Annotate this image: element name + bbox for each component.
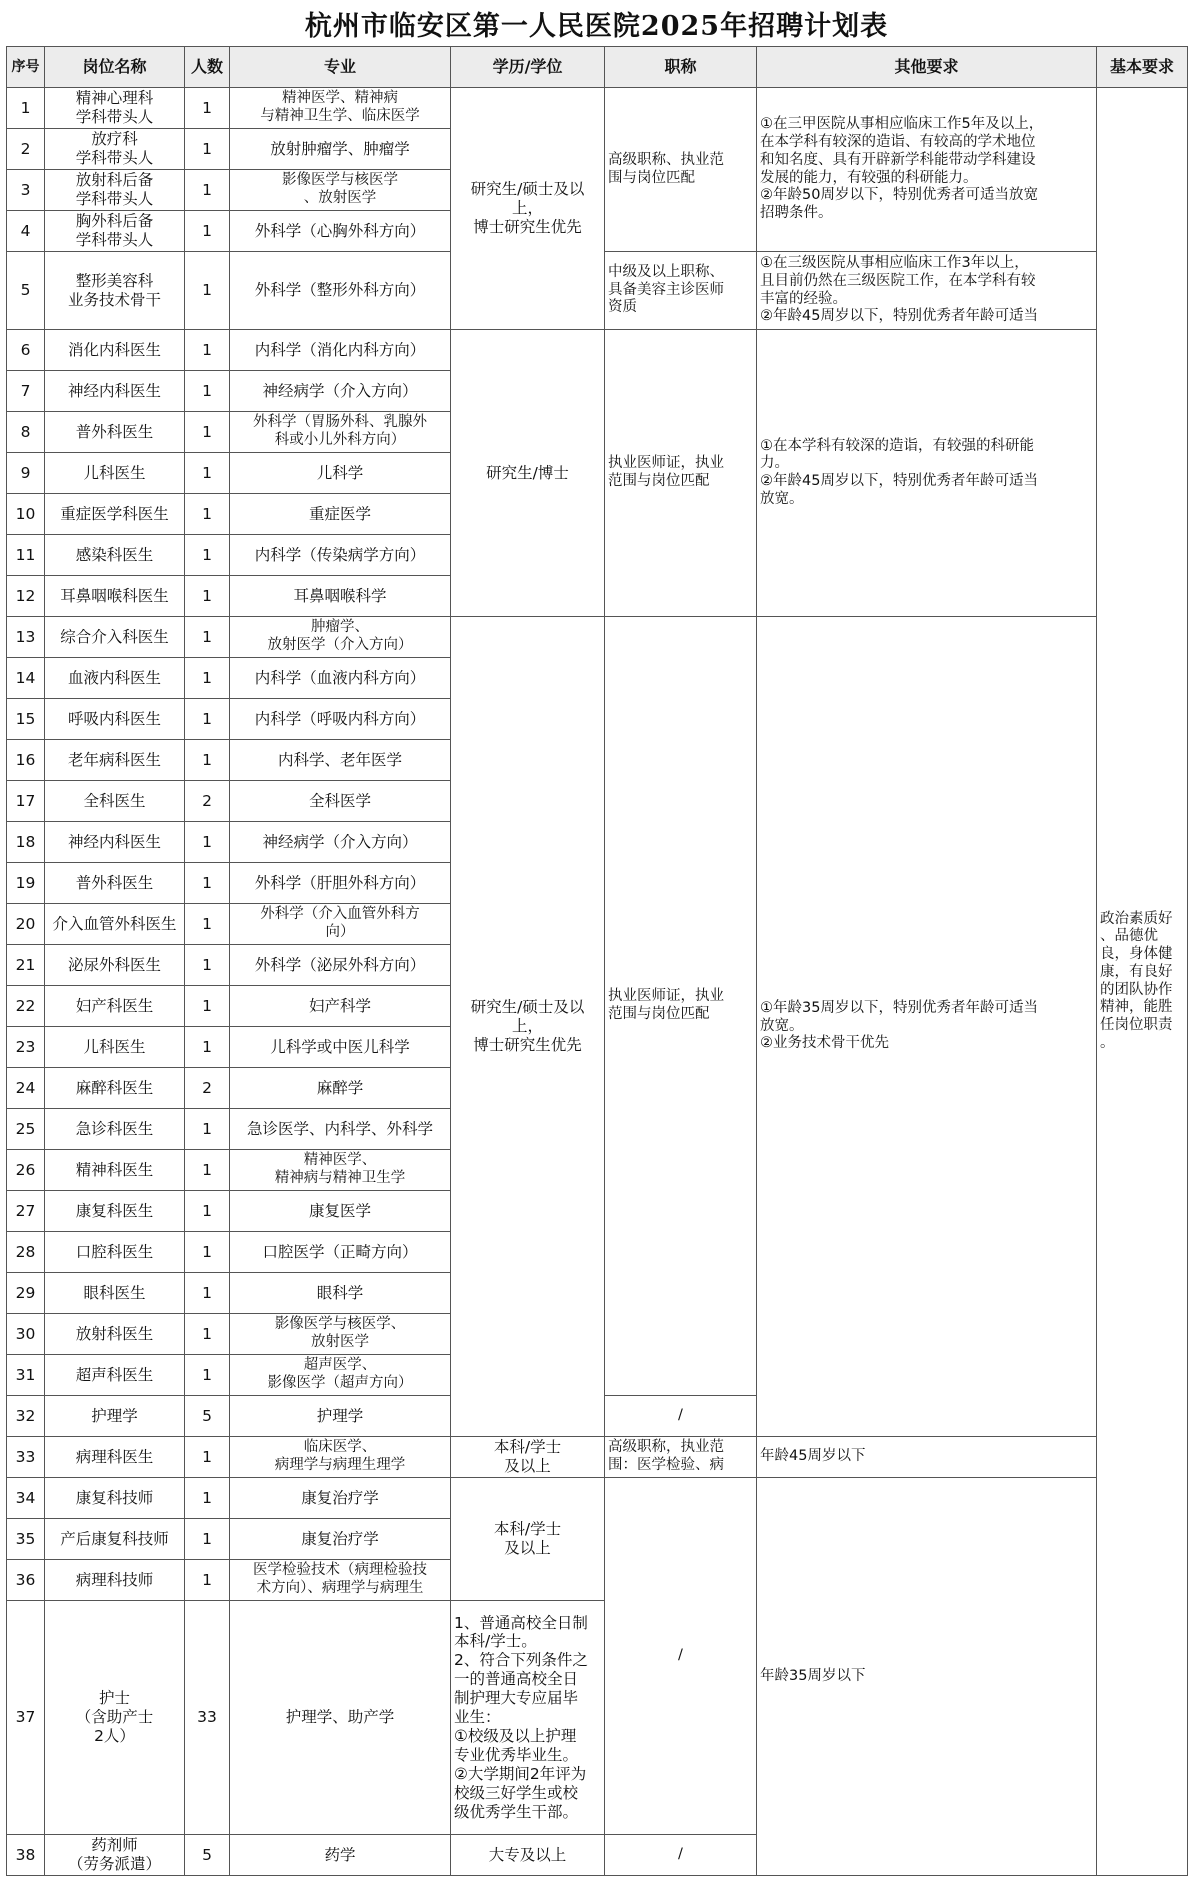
table-row bbox=[7, 88, 1188, 129]
row-no: 7 bbox=[7, 371, 45, 412]
row-no: 6 bbox=[7, 330, 45, 371]
header-education: 学历/学位 bbox=[451, 47, 605, 88]
row-count: 1 bbox=[185, 1437, 230, 1478]
row-major: 肿瘤学、 放射医学（介入方向） bbox=[230, 617, 451, 658]
row-position: 护士 （含助产士 2人） bbox=[45, 1601, 185, 1835]
row-position: 儿科医生 bbox=[45, 1027, 185, 1068]
row-count: 1 bbox=[185, 699, 230, 740]
row-major: 儿科学或中医儿科学 bbox=[230, 1027, 451, 1068]
row-no: 11 bbox=[7, 535, 45, 576]
row-major: 儿科学 bbox=[230, 453, 451, 494]
row-no: 8 bbox=[7, 412, 45, 453]
row-major: 药学 bbox=[230, 1835, 451, 1876]
row-no: 30 bbox=[7, 1314, 45, 1355]
row-position: 普外科医生 bbox=[45, 863, 185, 904]
row-no: 16 bbox=[7, 740, 45, 781]
row-no: 22 bbox=[7, 986, 45, 1027]
row-major: 临床医学、 病理学与病理生理学 bbox=[230, 1437, 451, 1478]
row-count: 1 bbox=[185, 822, 230, 863]
row-no: 20 bbox=[7, 904, 45, 945]
title-cell: / bbox=[605, 1478, 757, 1835]
row-no: 1 bbox=[7, 88, 45, 129]
row-no: 25 bbox=[7, 1109, 45, 1150]
other-cell: ①在本学科有较深的造诣，有较强的科研能 力。 ②年龄45周岁以下，特别优秀者年龄可适当 放宽。 bbox=[757, 330, 1097, 617]
title-cell: / bbox=[605, 1835, 757, 1876]
row-position: 康复科医生 bbox=[45, 1191, 185, 1232]
row-count: 1 bbox=[185, 1232, 230, 1273]
row-position: 病理科技师 bbox=[45, 1560, 185, 1601]
page-title: 杭州市临安区第一人民医院2025年招聘计划表 bbox=[304, 10, 889, 42]
row-count: 2 bbox=[185, 1068, 230, 1109]
row-major: 耳鼻咽喉科学 bbox=[230, 576, 451, 617]
row-no: 9 bbox=[7, 453, 45, 494]
row-major: 精神医学、精神病 与精神卫生学、临床医学 bbox=[230, 88, 451, 129]
row-major: 影像医学与核医学 、放射医学 bbox=[230, 170, 451, 211]
row-major: 全科医学 bbox=[230, 781, 451, 822]
row-position: 血液内科医生 bbox=[45, 658, 185, 699]
row-count: 1 bbox=[185, 170, 230, 211]
row-count: 5 bbox=[185, 1835, 230, 1876]
row-count: 1 bbox=[185, 1150, 230, 1191]
other-cell: ①在三甲医院从事相应临床工作5年及以上， 在本学科有较深的造诣、有较高的学术地位 和知名度、具有开辟新学科能带动学科建设 发展的能力，有较强的科研能力。 ②年龄50周岁以下，特别优秀者可适当放宽 招聘条件。 bbox=[757, 88, 1097, 252]
row-position: 超声科医生 bbox=[45, 1355, 185, 1396]
other-cell: ①在三级医院从事相应临床工作3年以上， 且目前仍然在三级医院工作，在本学科有较 丰富的经验。 ②年龄45周岁以下，特别优秀者年龄可适当 bbox=[757, 252, 1097, 330]
row-no: 10 bbox=[7, 494, 45, 535]
row-major: 外科学（肝胆外科方向） bbox=[230, 863, 451, 904]
title-cell: 高级职称、执业范 围与岗位匹配 bbox=[605, 88, 757, 252]
education-cell: 本科/学士 及以上 bbox=[451, 1437, 605, 1478]
row-count: 1 bbox=[185, 371, 230, 412]
row-position: 护理学 bbox=[45, 1396, 185, 1437]
row-major: 麻醉学 bbox=[230, 1068, 451, 1109]
header-other: 其他要求 bbox=[757, 47, 1097, 88]
row-count: 1 bbox=[185, 904, 230, 945]
table-row bbox=[7, 330, 1188, 371]
row-no: 24 bbox=[7, 1068, 45, 1109]
row-position: 药剂师 （劳务派遣） bbox=[45, 1835, 185, 1876]
education-cell: 1、普通高校全日制 本科/学士。 2、符合下列条件之 一的普通高校全日 制护理大专应届毕 业生： ①校级及以上护理 专业优秀毕业生。 ②大学期间2年评为 校级三好学生或校 级优秀学生干部。 bbox=[451, 1601, 605, 1835]
row-position: 泌尿外科医生 bbox=[45, 945, 185, 986]
row-major: 内科学、老年医学 bbox=[230, 740, 451, 781]
row-position: 放射科医生 bbox=[45, 1314, 185, 1355]
row-position: 普外科医生 bbox=[45, 412, 185, 453]
row-count: 1 bbox=[185, 986, 230, 1027]
row-count: 1 bbox=[185, 863, 230, 904]
row-no: 38 bbox=[7, 1835, 45, 1876]
header-row bbox=[7, 47, 1188, 88]
row-count: 1 bbox=[185, 1519, 230, 1560]
row-no: 33 bbox=[7, 1437, 45, 1478]
row-position: 耳鼻咽喉科医生 bbox=[45, 576, 185, 617]
row-count: 1 bbox=[185, 617, 230, 658]
row-no: 18 bbox=[7, 822, 45, 863]
table-row bbox=[7, 1478, 1188, 1519]
row-count: 1 bbox=[185, 1560, 230, 1601]
education-cell: 研究生/硕士及以 上， 博士研究生优先 bbox=[451, 617, 605, 1437]
row-count: 1 bbox=[185, 211, 230, 252]
row-no: 21 bbox=[7, 945, 45, 986]
row-no: 5 bbox=[7, 252, 45, 330]
header-title: 职称 bbox=[605, 47, 757, 88]
row-position: 病理科医生 bbox=[45, 1437, 185, 1478]
other-cell: 年龄45周岁以下 bbox=[757, 1437, 1097, 1478]
row-count: 33 bbox=[185, 1601, 230, 1835]
row-major: 神经病学（介入方向） bbox=[230, 371, 451, 412]
row-major: 口腔医学（正畸方向） bbox=[230, 1232, 451, 1273]
row-position: 放疗科 学科带头人 bbox=[45, 129, 185, 170]
row-position: 老年病科医生 bbox=[45, 740, 185, 781]
row-no: 26 bbox=[7, 1150, 45, 1191]
row-position: 精神科医生 bbox=[45, 1150, 185, 1191]
row-no: 13 bbox=[7, 617, 45, 658]
row-position: 全科医生 bbox=[45, 781, 185, 822]
row-position: 呼吸内科医生 bbox=[45, 699, 185, 740]
row-position: 口腔科医生 bbox=[45, 1232, 185, 1273]
other-cell: ①年龄35周岁以下，特别优秀者年龄可适当 放宽。 ②业务技术骨干优先 bbox=[757, 617, 1097, 1437]
row-major: 外科学（介入血管外科方 向） bbox=[230, 904, 451, 945]
row-major: 外科学（泌尿外科方向） bbox=[230, 945, 451, 986]
row-count: 1 bbox=[185, 330, 230, 371]
row-count: 1 bbox=[185, 535, 230, 576]
row-count: 1 bbox=[185, 658, 230, 699]
row-count: 1 bbox=[185, 412, 230, 453]
row-position: 整形美容科 业务技术骨干 bbox=[45, 252, 185, 330]
row-major: 急诊医学、内科学、外科学 bbox=[230, 1109, 451, 1150]
row-no: 17 bbox=[7, 781, 45, 822]
table-row bbox=[7, 617, 1188, 658]
basic-cell: 政治素质好 、品德优 良，身体健 康，有良好 的团队协作 精神，能胜 任岗位职责 。 bbox=[1097, 88, 1188, 1876]
row-count: 1 bbox=[185, 1314, 230, 1355]
row-position: 妇产科医生 bbox=[45, 986, 185, 1027]
row-position: 康复科技师 bbox=[45, 1478, 185, 1519]
row-major: 影像医学与核医学、 放射医学 bbox=[230, 1314, 451, 1355]
row-no: 23 bbox=[7, 1027, 45, 1068]
row-major: 重症医学 bbox=[230, 494, 451, 535]
row-position: 儿科医生 bbox=[45, 453, 185, 494]
title-cell: 中级及以上职称、 具备美容主诊医师 资质 bbox=[605, 252, 757, 330]
row-position: 介入血管外科医生 bbox=[45, 904, 185, 945]
row-count: 1 bbox=[185, 453, 230, 494]
row-count: 1 bbox=[185, 1478, 230, 1519]
row-position: 麻醉科医生 bbox=[45, 1068, 185, 1109]
table-row bbox=[7, 1437, 1188, 1478]
row-count: 1 bbox=[185, 1027, 230, 1068]
header-position: 岗位名称 bbox=[45, 47, 185, 88]
row-no: 35 bbox=[7, 1519, 45, 1560]
row-no: 27 bbox=[7, 1191, 45, 1232]
row-no: 29 bbox=[7, 1273, 45, 1314]
row-major: 妇产科学 bbox=[230, 986, 451, 1027]
row-major: 外科学（胃肠外科、乳腺外 科或小儿外科方向） bbox=[230, 412, 451, 453]
row-count: 2 bbox=[185, 781, 230, 822]
header-basic: 基本要求 bbox=[1097, 47, 1188, 88]
row-major: 内科学（消化内科方向） bbox=[230, 330, 451, 371]
row-position: 神经内科医生 bbox=[45, 822, 185, 863]
row-position: 感染科医生 bbox=[45, 535, 185, 576]
row-major: 外科学（整形外科方向） bbox=[230, 252, 451, 330]
row-major: 内科学（血液内科方向） bbox=[230, 658, 451, 699]
row-major: 康复治疗学 bbox=[230, 1519, 451, 1560]
row-position: 神经内科医生 bbox=[45, 371, 185, 412]
row-count: 1 bbox=[185, 252, 230, 330]
row-no: 15 bbox=[7, 699, 45, 740]
row-major: 内科学（呼吸内科方向） bbox=[230, 699, 451, 740]
row-count: 1 bbox=[185, 1191, 230, 1232]
title-cell: / bbox=[605, 1396, 757, 1437]
education-cell: 研究生/博士 bbox=[451, 330, 605, 617]
header-major: 专业 bbox=[230, 47, 451, 88]
row-major: 护理学 bbox=[230, 1396, 451, 1437]
row-count: 1 bbox=[185, 494, 230, 535]
row-no: 34 bbox=[7, 1478, 45, 1519]
education-cell: 研究生/硕士及以 上， 博士研究生优先 bbox=[451, 88, 605, 330]
row-position: 放射科后备 学科带头人 bbox=[45, 170, 185, 211]
row-position: 精神心理科 学科带头人 bbox=[45, 88, 185, 129]
row-no: 37 bbox=[7, 1601, 45, 1835]
row-major: 眼科学 bbox=[230, 1273, 451, 1314]
row-count: 1 bbox=[185, 1109, 230, 1150]
row-no: 2 bbox=[7, 129, 45, 170]
row-major: 医学检验技术（病理检验技 术方向）、病理学与病理生 bbox=[230, 1560, 451, 1601]
row-no: 36 bbox=[7, 1560, 45, 1601]
row-no: 14 bbox=[7, 658, 45, 699]
title-cell: 高级职称，执业范 围：医学检验、病 bbox=[605, 1437, 757, 1478]
recruitment-table bbox=[6, 46, 1188, 1876]
header-no: 序号 bbox=[7, 47, 45, 88]
row-position: 重症医学科医生 bbox=[45, 494, 185, 535]
header-count: 人数 bbox=[185, 47, 230, 88]
row-major: 精神医学、 精神病与精神卫生学 bbox=[230, 1150, 451, 1191]
row-position: 产后康复科技师 bbox=[45, 1519, 185, 1560]
row-no: 32 bbox=[7, 1396, 45, 1437]
row-no: 19 bbox=[7, 863, 45, 904]
row-major: 内科学（传染病学方向） bbox=[230, 535, 451, 576]
row-major: 康复治疗学 bbox=[230, 1478, 451, 1519]
row-position: 急诊科医生 bbox=[45, 1109, 185, 1150]
row-no: 3 bbox=[7, 170, 45, 211]
row-position: 综合介入科医生 bbox=[45, 617, 185, 658]
row-no: 31 bbox=[7, 1355, 45, 1396]
row-major: 康复医学 bbox=[230, 1191, 451, 1232]
row-no: 4 bbox=[7, 211, 45, 252]
row-major: 护理学、助产学 bbox=[230, 1601, 451, 1835]
row-count: 1 bbox=[185, 576, 230, 617]
row-position: 胸外科后备 学科带头人 bbox=[45, 211, 185, 252]
education-cell: 本科/学士 及以上 bbox=[451, 1478, 605, 1601]
row-count: 1 bbox=[185, 945, 230, 986]
row-count: 5 bbox=[185, 1396, 230, 1437]
row-major: 超声医学、 影像医学（超声方向） bbox=[230, 1355, 451, 1396]
row-count: 1 bbox=[185, 1355, 230, 1396]
education-cell: 大专及以上 bbox=[451, 1835, 605, 1876]
title-cell: 执业医师证，执业 范围与岗位匹配 bbox=[605, 330, 757, 617]
row-major: 外科学（心胸外科方向） bbox=[230, 211, 451, 252]
row-count: 1 bbox=[185, 88, 230, 129]
row-position: 消化内科医生 bbox=[45, 330, 185, 371]
row-no: 28 bbox=[7, 1232, 45, 1273]
row-position: 眼科医生 bbox=[45, 1273, 185, 1314]
other-cell: 年龄35周岁以下 bbox=[757, 1478, 1097, 1876]
row-major: 神经病学（介入方向） bbox=[230, 822, 451, 863]
row-no: 12 bbox=[7, 576, 45, 617]
title-cell: 执业医师证，执业 范围与岗位匹配 bbox=[605, 617, 757, 1396]
row-count: 1 bbox=[185, 1273, 230, 1314]
row-count: 1 bbox=[185, 129, 230, 170]
row-count: 1 bbox=[185, 740, 230, 781]
row-major: 放射肿瘤学、肿瘤学 bbox=[230, 129, 451, 170]
